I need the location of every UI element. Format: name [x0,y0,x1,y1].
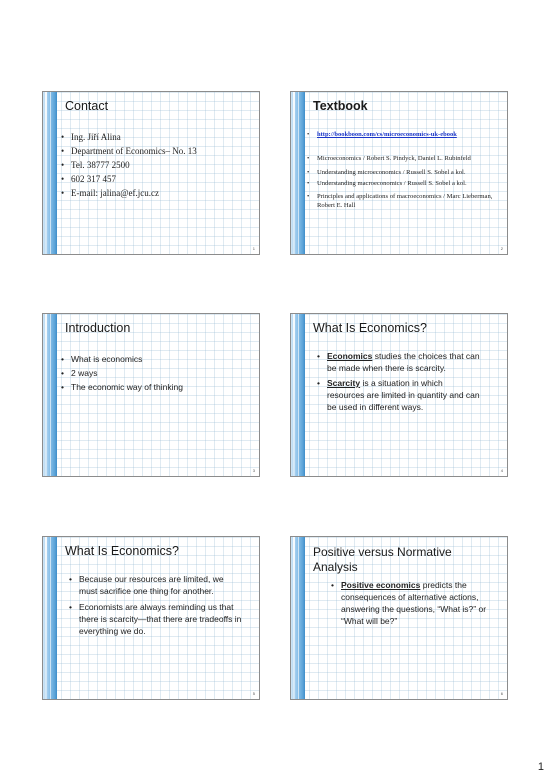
slide-accent-stripe [291,537,305,699]
list-item: • Principles and applications of macroeconomics / Marc Lieberman, Robert E. Hall [307,192,503,211]
slide-positive-vs-normative [290,536,508,700]
list-item: • Microeconomics / Robert S. Pindyck, Daniel L. Rubinfeld [307,154,503,164]
definition-text: is a situation in which resources are limited in quantity and can be used in different ways. [327,378,480,412]
list-item: • Ing. Jiří Alina [61,130,251,144]
slide-accent-stripe [291,314,305,476]
scarcity-list [69,573,244,637]
slide-title: Contact [65,99,109,113]
slide-what-is-economics-2 [42,536,260,700]
definition-text: studies the choices that can be made when there is scarcity. [327,351,480,373]
slide-number: 3 [252,468,255,473]
slide-number: 4 [500,468,503,473]
slide-introduction [42,313,260,477]
slide-number: 5 [252,691,255,696]
list-item: • Department of Economics– No. 13 [61,144,251,158]
slide-contact [42,91,260,255]
list-item: • Understanding microeconomics / Russell S. Sobel a kol. [307,168,503,178]
slide-title: Positive versus Normative Analysis [313,545,452,574]
slide-title: Introduction [65,321,131,335]
textbook-list [307,154,503,211]
slide-accent-stripe [43,92,57,254]
slide-title: What Is Economics? [65,544,179,558]
list-item: • 602 317 457 [61,172,251,186]
positive-economics-list [331,579,491,627]
list-item: • The economic way of thinking [61,380,251,394]
slide-number: 6 [500,691,503,696]
definition-text: predicts the consequences of alternative actions, answering the questions, “What is?” or “What will be?” [341,580,487,626]
slide-title: What Is Economics? [313,321,427,335]
page-number: 1 [537,761,544,773]
email-item: • E-mail: jalina@ef.jcu.cz [61,186,251,200]
list-item: • Understanding macroeconomics / Russell S. Sobel a kol. [307,179,503,189]
list-item [307,130,502,139]
slide-accent-stripe [291,92,305,254]
slide-number: 1 [252,246,255,251]
introduction-list [61,352,251,394]
definition-item [317,377,482,413]
slide-accent-stripe [43,314,57,476]
slide-number: 2 [500,246,503,251]
slide-title: Textbook [313,99,368,113]
term-scarcity: Scarcity [327,378,361,388]
definitions-list [317,350,482,413]
list-item: • What is economics [61,352,251,366]
list-item: • Because our resources are limited, we must sacrifice one thing for another. [69,573,244,597]
slide-what-is-economics [290,313,508,477]
slide-accent-stripe [43,537,57,699]
slide-textbook [290,91,508,255]
list-item: • 2 ways [61,366,251,380]
term-positive-economics: Positive economics [341,580,421,590]
list-item: • Economists are always reminding us that there is scarcity—that there are tradeoffs in everything we do. [69,601,244,637]
definition-item [331,579,491,627]
term-economics: Economics [327,351,373,361]
list-item: • Tel. 38777 2500 [61,158,251,172]
contact-list [61,130,251,200]
textbook-link-list [307,130,502,139]
definition-item [317,350,482,374]
bookboon-link[interactable]: http://bookboon.com/cs/microeconomics-uk-ebook [317,131,457,138]
